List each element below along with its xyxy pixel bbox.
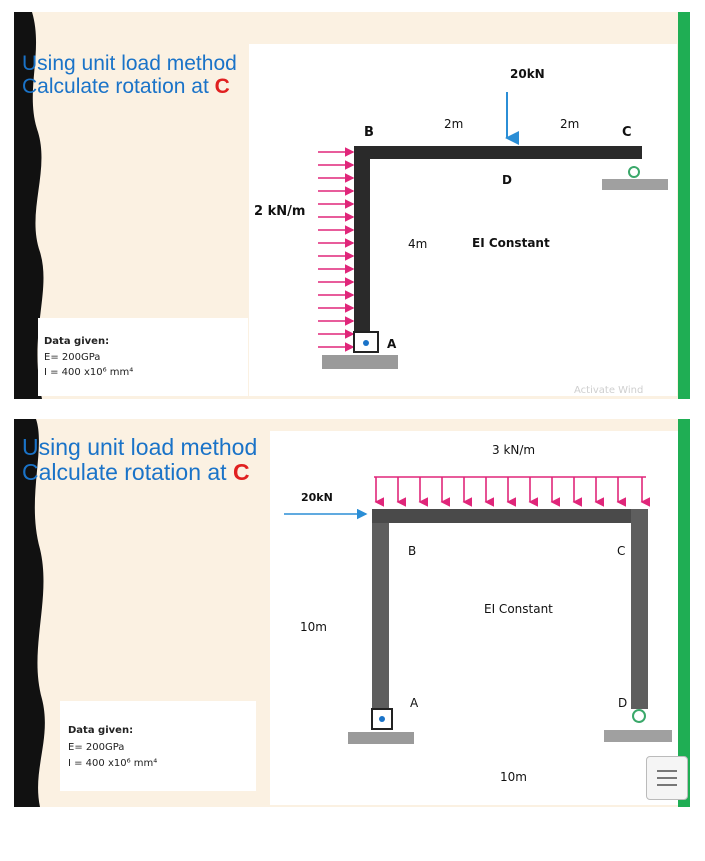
ground-hatch-a: [322, 355, 398, 369]
frame-diagram-2: [14, 419, 690, 807]
data-modulus-2: E= 200GPa: [68, 741, 125, 753]
joint-label-b-2: B: [408, 544, 417, 558]
column-cd-2: [631, 509, 648, 709]
span-label-2: 10m: [500, 770, 527, 784]
distributed-load-arrows: [318, 152, 353, 347]
title-2-line-2: Calculate rotation at C: [22, 459, 250, 486]
menu-icon[interactable]: [646, 756, 688, 800]
udl-label: 3 kN/m: [492, 443, 536, 457]
data-inertia-2: I = 400 x10⁶ mm⁴: [68, 758, 158, 769]
joint-label-a: A: [387, 337, 397, 351]
beam-bc-2: [372, 509, 648, 523]
beam-bc: [354, 146, 642, 159]
span-label-left: 2m: [444, 117, 464, 131]
horizontal-load-label: 20kN: [301, 491, 333, 504]
title-line-1: Using unit load method: [22, 52, 237, 75]
title-line-2: Calculate rotation at C: [22, 75, 230, 99]
frame-diagram-1: [14, 12, 690, 399]
distributed-load-label: 2 kN/m: [254, 204, 306, 219]
roller-support-c: [629, 167, 639, 177]
problem-1-panel: [14, 12, 690, 399]
ground-hatch-a-2: [348, 732, 414, 744]
problem-2-panel: [14, 419, 690, 807]
point-load-label: 20kN: [510, 67, 545, 81]
span-label-right: 2m: [560, 117, 580, 131]
joint-label-a-2: A: [410, 696, 419, 710]
title-highlight: C: [214, 75, 230, 99]
udl-arrows: [376, 477, 642, 502]
ei-constant-label: EI Constant: [472, 236, 550, 250]
height-label-2: 10m: [300, 620, 327, 634]
joint-label-d-2: D: [618, 696, 628, 710]
activate-watermark: Activate Wind: [574, 385, 644, 396]
ground-hatch-c: [602, 179, 668, 190]
data-modulus: E= 200GPa: [44, 351, 101, 363]
column-ab-2: [372, 509, 389, 709]
ground-hatch-d-2: [604, 730, 672, 742]
data-inertia: I = 400 x10⁶ mm⁴: [44, 367, 134, 378]
joint-label-b: B: [364, 125, 374, 140]
height-label: 4m: [408, 237, 428, 251]
joint-label-c: C: [622, 125, 632, 140]
joint-label-c-2: C: [617, 544, 626, 558]
column-ab: [354, 146, 370, 346]
roller-support-d-2: [633, 710, 645, 722]
ei-constant-label-2: EI Constant: [484, 602, 553, 616]
title-2-highlight: C: [232, 459, 250, 486]
data-heading: Data given:: [44, 336, 110, 347]
title-2-line-1: Using unit load method: [22, 434, 258, 460]
data-heading-2: Data given:: [68, 725, 134, 736]
joint-label-d: D: [502, 173, 512, 187]
